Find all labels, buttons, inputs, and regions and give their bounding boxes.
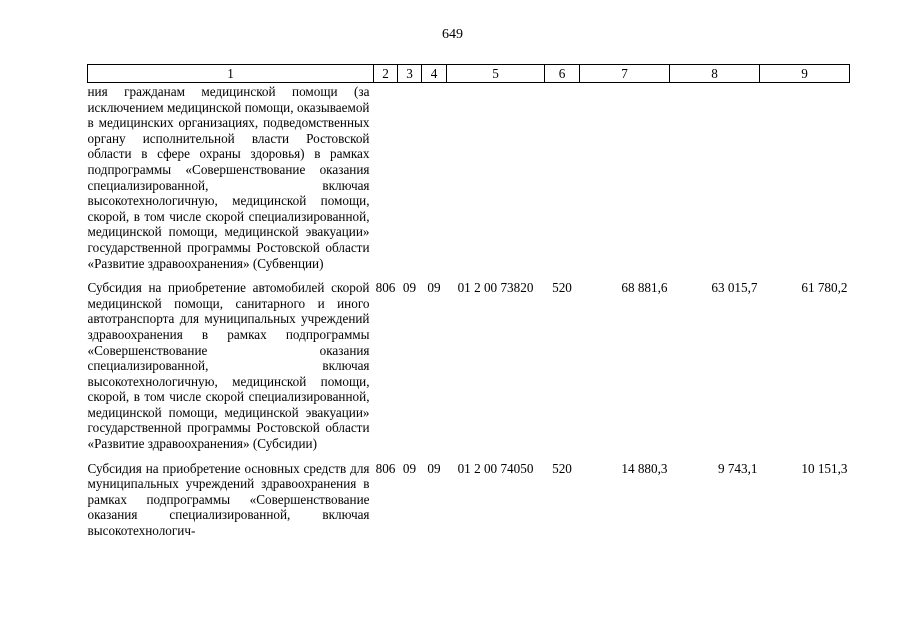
cell-admin-code: 806 [375, 460, 396, 476]
column-header: 7 [580, 65, 670, 83]
cell-amount-1: 14 880,3 [621, 460, 668, 476]
column-header: 6 [545, 65, 580, 83]
table-header-row [88, 65, 850, 83]
cell-section: 09 [402, 460, 417, 476]
cell-amount-2 [670, 83, 760, 272]
column-header: 4 [422, 65, 447, 83]
page-number: 649 [442, 27, 463, 42]
row-spacer [88, 271, 850, 280]
column-header: 2 [374, 65, 398, 83]
cell-target-article: 01 2 00 73820 [457, 280, 534, 296]
cell-subsection: 09 [427, 280, 441, 296]
column-header: 3 [398, 65, 422, 83]
cell-amount-2: 9 743,1 [717, 460, 758, 476]
cell-admin-code [374, 83, 398, 272]
cell-subsection: 09 [427, 460, 441, 476]
cell-expense-type: 520 [552, 460, 572, 476]
column-header: 8 [670, 65, 760, 83]
budget-table [87, 64, 850, 539]
cell-expense-type: 520 [552, 280, 572, 296]
row-spacer [88, 452, 850, 461]
cell-amount-3: 61 780,2 [801, 280, 848, 296]
cell-amount-1 [580, 83, 670, 272]
cell-amount-2: 63 015,7 [711, 280, 758, 296]
cell-target-article: 01 2 00 74050 [457, 460, 534, 476]
cell-target-article [447, 83, 545, 272]
row-description: Субсидия на приобретение основных средств для муниципальных учреждений здравоохранения в рамках подпрограммы «Совершенствование оказания специализированной, включая высокотехнологич- [87, 460, 370, 539]
cell-section [398, 83, 422, 272]
column-header: 9 [760, 65, 850, 83]
cell-subsection [422, 83, 447, 272]
cell-expense-type [545, 83, 580, 272]
column-header: 5 [447, 65, 545, 83]
cell-amount-3: 10 151,3 [801, 460, 848, 476]
table-row [88, 280, 850, 452]
row-description: ния гражданам медицинской помощи (за исключением медицинской помощи, оказываемой в медицинских организациях, подведомственных органу исполнительной власти Ростовской области в сфере охраны здоровья) в рамках подпрограммы «Совершенствование оказания специализированной, включая высокотехнологичную, медицинской помощи, скорой, в том числе скорой специализированной, медицинской помощи, медицинской эвакуации» государственной программы Ростовской области «Развитие здравоохранения» (Субвенции) [87, 84, 370, 271]
cell-admin-code: 806 [375, 280, 396, 296]
cell-amount-1: 68 881,6 [621, 280, 668, 296]
row-description: Субсидия на приобретение автомобилей скорой медицинской помощи, санитарного и иного автотранспорта для муниципальных учреждений здравоохранения в рамках подпрограммы «Совершенствование оказания специализированной, включая высокотехнологичную, медицинской помощи, скорой, в том числе скорой специализированной, медицинской помощи, медицинской эвакуации» государственной программы Ростовской области «Развитие здравоохранения» (Субсидии) [87, 280, 370, 452]
column-header: 1 [88, 65, 374, 83]
cell-amount-3 [760, 83, 850, 272]
table-row [88, 83, 850, 272]
table-row [88, 461, 850, 539]
cell-section: 09 [402, 280, 417, 296]
